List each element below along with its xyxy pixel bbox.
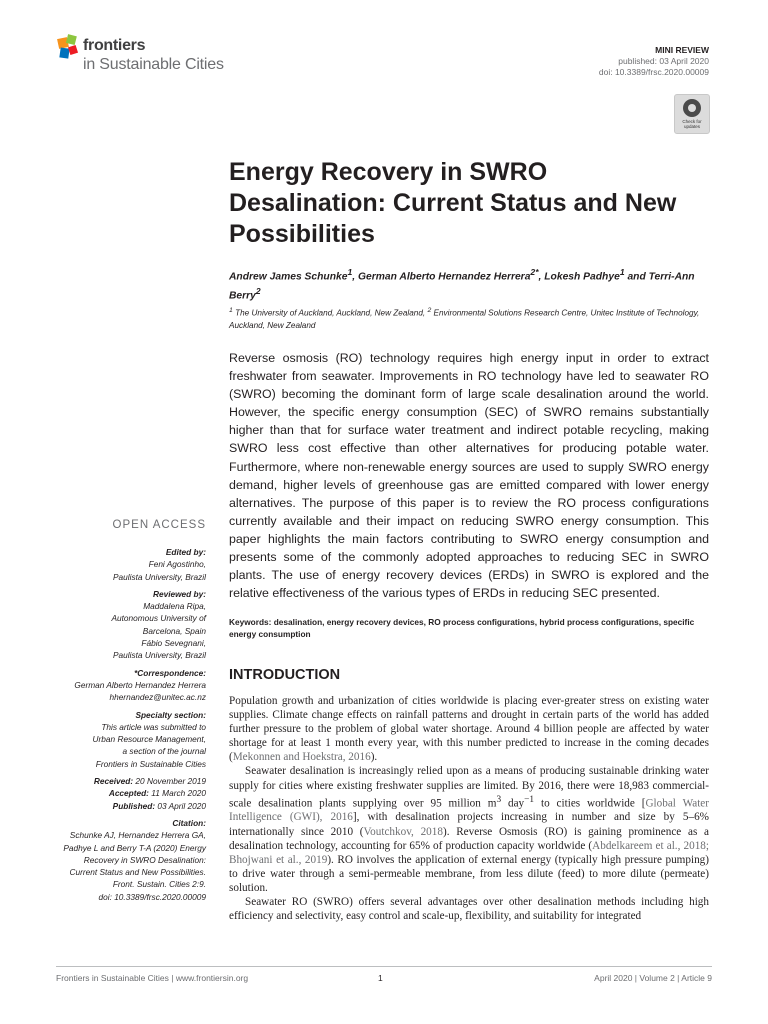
check-updates-icon — [683, 99, 701, 117]
specialty-label: Specialty section: — [135, 709, 206, 720]
correspondence-block — [31, 667, 206, 704]
article-info-sidebar — [31, 546, 206, 908]
journal-logo[interactable] — [56, 32, 276, 80]
edited-by-label: Edited by: — [165, 547, 206, 557]
specialty-line: a section of the journal — [122, 746, 206, 757]
reviewer-1-name[interactable]: Maddalena Ripa, — [143, 601, 206, 612]
article-title: Energy Recovery in SWRO Desalination: Current Status and New Possibilities — [229, 158, 677, 248]
citation-link[interactable]: Abdelkareem et al., 2018; Bhojwani et al., 2019 — [229, 839, 709, 866]
citation-line: Recovery in SWRO Desalination: — [83, 854, 206, 865]
affiliation-1-sup: 1 — [229, 307, 233, 314]
affiliation-1: The University of Auckland, Auckland, New Zealand, — [235, 308, 426, 318]
keywords-label: Keywords: — [229, 617, 272, 627]
correspondence-label: *Correspondence: — [134, 667, 206, 678]
reviewer-2-affiliation: Paulista University, Brazil — [113, 650, 206, 661]
check-for-updates-button[interactable] — [674, 94, 710, 134]
citation-label: Citation: — [172, 817, 206, 828]
author-name[interactable]: Andrew James Schunke — [229, 271, 348, 283]
affiliation-2-sup: 2 — [427, 307, 432, 314]
open-access-label: OPEN ACCESS — [112, 519, 206, 531]
journal-brand: frontiers — [83, 37, 146, 54]
reviewer-1-affiliation-2: Barcelona, Spain — [142, 625, 206, 636]
specialty-block — [31, 709, 206, 770]
reviewed-by-label: Reviewed by: — [152, 588, 206, 599]
abstract: Reverse osmosis (RO) technology requires high energy input in order to extract freshwater from seawater. Improvements in RO technology have led to seawater RO (SWRO) becoming the dominant form of large scale desalination around the world. However, the specific energy consumption (SEC) of SWRO remains substantially higher than that for surface water treatment and indirect potable recycling, making SWRO less cost effective than other alternatives for producing potable water. Furthermore, where non-renewable energy sources are used to supply SWRO energy demand, higher levels of greenhouse gas are emitted compared with lower energy alternatives. The purpose of this paper is to review the RO process configurations currently available and their impact on reducing SWRO energy consumption. This paper highlights the main factors contributing to SWRO energy consumption and presents some of the commonly adopted approaches to reducing SEC in SWRO plants. The use of energy recovery devices (ERDs) in SWRO is explored and the relative effectiveness of the various types of ERDs in reducing SEC presented. — [229, 351, 709, 601]
journal-name: in Sustainable Cities — [83, 56, 224, 73]
check-updates-label: Check for updates — [682, 119, 702, 129]
section-heading-introduction: INTRODUCTION — [229, 667, 341, 683]
citation-block — [31, 817, 206, 903]
edited-by-block — [31, 546, 206, 583]
specialty-line: Frontiers in Sustainable Cities — [95, 758, 206, 769]
affiliations — [229, 305, 709, 332]
citation-line: Padhye L and Berry T-A (2020) Energy — [63, 842, 206, 853]
doi-link[interactable]: doi: 10.3389/frsc.2020.00009 — [598, 67, 709, 77]
citation-link[interactable]: Voutchkov, 2018 — [363, 825, 443, 838]
article-type: MINI REVIEW — [655, 45, 709, 55]
author-separator: , — [352, 271, 358, 283]
paragraph-2: Seawater desalination is increasingly relied upon as a means of producing sustainable drinking water supply for cities where existing freshwater supplies are limited. By 2016, there were 18,983 commercial-scale desalination plants supplying over 95 million $m^3$ day$^{-1}$ to cities worldwide [Global Water Intelligence (GWI), 2016], with desalination projects increasing in number and size by 5–6% internationally since 2010 (Voutchkov, 2018). Reverse Osmosis (RO) is gaining prominence as a desalination technology, accounting for 65% of production capacity worldwide (Abdelkareem et al., 2018; Bhojwani et al., 2019). RO involves the application of external energy (typically high pressure pumping) to drive water through a semi-permeable membrane, from less dilute (feed) to more dilute (permeate) solution. — [229, 765, 710, 894]
author-affiliation-sup: 1 — [347, 267, 353, 277]
specialty-line: Urban Resource Management, — [92, 734, 206, 745]
keywords — [229, 617, 709, 640]
citation-link[interactable]: Global Water Intelligence (GWI), 2016 — [229, 797, 709, 824]
author-affiliation-sup: 2* — [530, 267, 539, 277]
citation-line: Front. Sustain. Cities 2:9. — [112, 879, 206, 890]
keywords-text: desalination, energy recovery devices, RO process configurations, hybrid process configurations, specific energy consumption — [229, 617, 695, 639]
dates-block — [31, 775, 206, 812]
author-name[interactable]: German Alberto Hernandez Herrera — [357, 271, 531, 283]
editor-affiliation: Paulista University, Brazil — [113, 571, 206, 582]
author-separator: and — [624, 271, 649, 283]
footer-journal[interactable]: Frontiers in Sustainable Cities | www.frontiersin.org — [56, 973, 249, 983]
footer-divider — [56, 966, 712, 967]
paragraph-1: Population growth and urbanization of cities worldwide is placing ever-greater stress on existing water supplies. Climate change effects on rainfall patterns and drought in certain parts of the world has added further pressure to the problem of global water shortage. Around 4 billion people are affected by water shortage for at least 1 month every year, with this number predicted to increase in the coming decades (Mekonnen and Hoekstra, 2016). — [229, 695, 709, 764]
editor-name[interactable]: Feni Agostinho, — [148, 559, 206, 570]
reviewer-2-name[interactable]: Fábio Sevegnani, — [141, 638, 206, 649]
reviewed-by-block — [31, 588, 206, 662]
published-date-sidebar: Published: 03 April 2020 — [112, 800, 206, 811]
affiliation-2: Environmental Solutions Research Centre, Unitec Institute of Technology, Auckland, New Zealand — [229, 308, 700, 330]
frontiers-logo-icon — [56, 34, 82, 62]
page-number: 1 — [378, 973, 383, 983]
citation-doi[interactable]: doi: 10.3389/frsc.2020.00009 — [98, 891, 206, 902]
footer-issue: April 2020 | Volume 2 | Article 9 — [594, 973, 712, 983]
received-date: Received: 20 November 2019 — [93, 776, 206, 787]
author-name[interactable]: Terri-Ann Berry — [229, 271, 695, 302]
citation-line: Current Status and New Possibilities. — [69, 867, 206, 878]
author-affiliation-sup: 1 — [619, 267, 625, 277]
correspondence-name: German Alberto Hernandez Herrera — [74, 679, 206, 690]
published-date: published: 03 April 2020 — [618, 56, 709, 66]
author-affiliation-sup: 2 — [255, 286, 261, 297]
body-text — [229, 694, 709, 923]
correspondence-email[interactable]: hhernandez@unitec.ac.nz — [109, 692, 206, 703]
citation-line: Schunke AJ, Hernandez Herrera GA, — [69, 830, 206, 841]
citation-link[interactable]: Mekonnen and Hoekstra, 2016 — [232, 751, 371, 764]
author-list — [229, 265, 709, 304]
paragraph-3: Seawater RO (SWRO) offers several advantages over other desalination methods including high efficiency and selectivity, easy control and scale-up, flexibility, and suitability for integrated — [229, 896, 709, 923]
author-name[interactable]: Lokesh Padhye — [544, 271, 620, 283]
specialty-line: This article was submitted to — [101, 721, 206, 732]
author-separator: , — [538, 271, 545, 283]
reviewer-1-affiliation: Autonomous University of — [111, 613, 206, 624]
article-meta — [599, 45, 709, 78]
accepted-date: Accepted: 11 March 2020 — [108, 788, 206, 799]
